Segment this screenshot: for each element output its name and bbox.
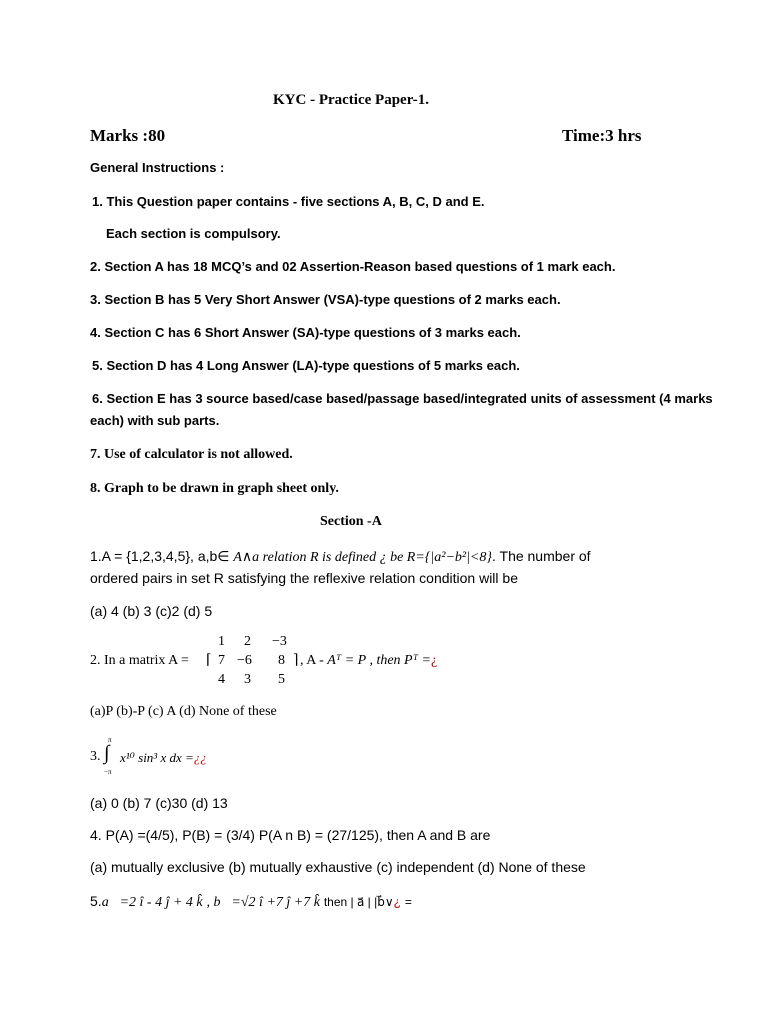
question-3-options: (a) 0 (b) 7 (c)30 (d) 13 bbox=[90, 795, 228, 811]
question-4-options: (a) mutually exclusive (b) mutually exhaustive (c) independent (d) None of these bbox=[90, 859, 586, 875]
q3-integrand bbox=[120, 750, 207, 766]
instructions-heading: General Instructions : bbox=[90, 160, 225, 175]
integral-sign-icon: ∫ bbox=[104, 742, 110, 764]
question-1-line-1 bbox=[90, 548, 591, 566]
q3-number: 3. bbox=[90, 749, 101, 764]
matrix-open-bracket: ⌈ bbox=[206, 653, 212, 668]
q5-vector-b: , b⃗=√2 î +7 ĵ +7 k̂ bbox=[206, 895, 320, 910]
q5-then: then | a⃗ | |b⃗∨ bbox=[323, 895, 394, 909]
matrix-cell: 7 bbox=[218, 653, 225, 668]
q1-formula: A∧a relation R is defined ¿ be R={|a²−b²|<8} bbox=[233, 550, 492, 565]
q5-inv: ¿ bbox=[393, 895, 401, 909]
question-1-options: (a) 4 (b) 3 (c)2 (d) 5 bbox=[90, 603, 213, 619]
instruction-item: 7. Use of calculator is not allowed. bbox=[90, 447, 293, 462]
matrix-cell: −6 bbox=[237, 653, 252, 668]
question-5-text bbox=[90, 893, 412, 911]
question-4-text: 4. P(A) =(4/5), P(B) = (3/4) P(A n B) = (27/125), then A and B are bbox=[90, 827, 491, 843]
q1-suffix: . The number of bbox=[491, 548, 591, 564]
q5-tail: = bbox=[404, 895, 412, 909]
paper-title: KYC - Practice Paper-1. bbox=[273, 92, 430, 108]
matrix-cell: 8 bbox=[278, 653, 285, 668]
instruction-item: 4. Section C has 6 Short Answer (SA)-type questions of 3 marks each. bbox=[90, 325, 521, 340]
instruction-item: Each section is compulsory. bbox=[106, 226, 281, 241]
matrix-cell: 5 bbox=[278, 672, 285, 687]
matrix-cell: 1 bbox=[218, 634, 225, 649]
q2-middle-text: , A - bbox=[300, 653, 324, 668]
instruction-item: 2. Section A has 18 MCQ’s and 02 Assertion-Reason based questions of 1 mark each. bbox=[90, 259, 616, 274]
integral-upper-limit: π bbox=[108, 736, 112, 744]
q2-middle bbox=[300, 653, 437, 669]
q2-inv: ¿ bbox=[430, 653, 438, 668]
q1-prefix: 1.A = {1,2,3,4,5}, a,b∈ bbox=[90, 548, 230, 564]
marks-label: Marks :80 bbox=[90, 126, 166, 145]
instruction-item: 5. Section D has 4 Long Answer (LA)-type questions of 5 marks each. bbox=[92, 358, 520, 373]
q5-number: 5. bbox=[90, 893, 102, 909]
section-a-heading: Section -A bbox=[320, 514, 382, 529]
q5-vector-a: a⃗=2 î - 4 ĵ + 4 k̂ bbox=[101, 895, 203, 910]
matrix-cell: 2 bbox=[244, 634, 251, 649]
matrix-cell: 4 bbox=[218, 672, 225, 687]
instruction-item: each) with sub parts. bbox=[90, 413, 220, 428]
matrix-close-bracket: ⌉ bbox=[293, 653, 299, 668]
q3-integrand-text: x¹⁰ sin³ x dx = bbox=[120, 750, 194, 765]
matrix-cell: 3 bbox=[244, 672, 251, 687]
instruction-item: 8. Graph to be drawn in graph sheet only. bbox=[90, 481, 339, 496]
instruction-item: 6. Section E has 3 source based/case based/passage based/integrated units of assessment (4 marks bbox=[92, 391, 713, 406]
time-label: Time:3 hrs bbox=[562, 126, 642, 145]
integral-lower-limit: −π bbox=[104, 768, 112, 776]
question-1-line-2: ordered pairs in set R satisfying the reflexive relation condition will be bbox=[90, 570, 518, 586]
instruction-item: 1. This Question paper contains - five sections A, B, C, D and E. bbox=[92, 194, 485, 209]
instruction-item: 3. Section B has 5 Very Short Answer (VSA)-type questions of 2 marks each. bbox=[90, 292, 561, 307]
matrix-cell: −3 bbox=[272, 634, 287, 649]
q2-prefix: 2. In a matrix A = bbox=[90, 653, 189, 668]
q3-inv: ¿¿ bbox=[193, 750, 207, 765]
q2-formula: Aᵀ = P , then Pᵀ = bbox=[327, 653, 431, 668]
question-2-options: (a)P (b)-P (c) A (d) None of these bbox=[90, 704, 277, 719]
